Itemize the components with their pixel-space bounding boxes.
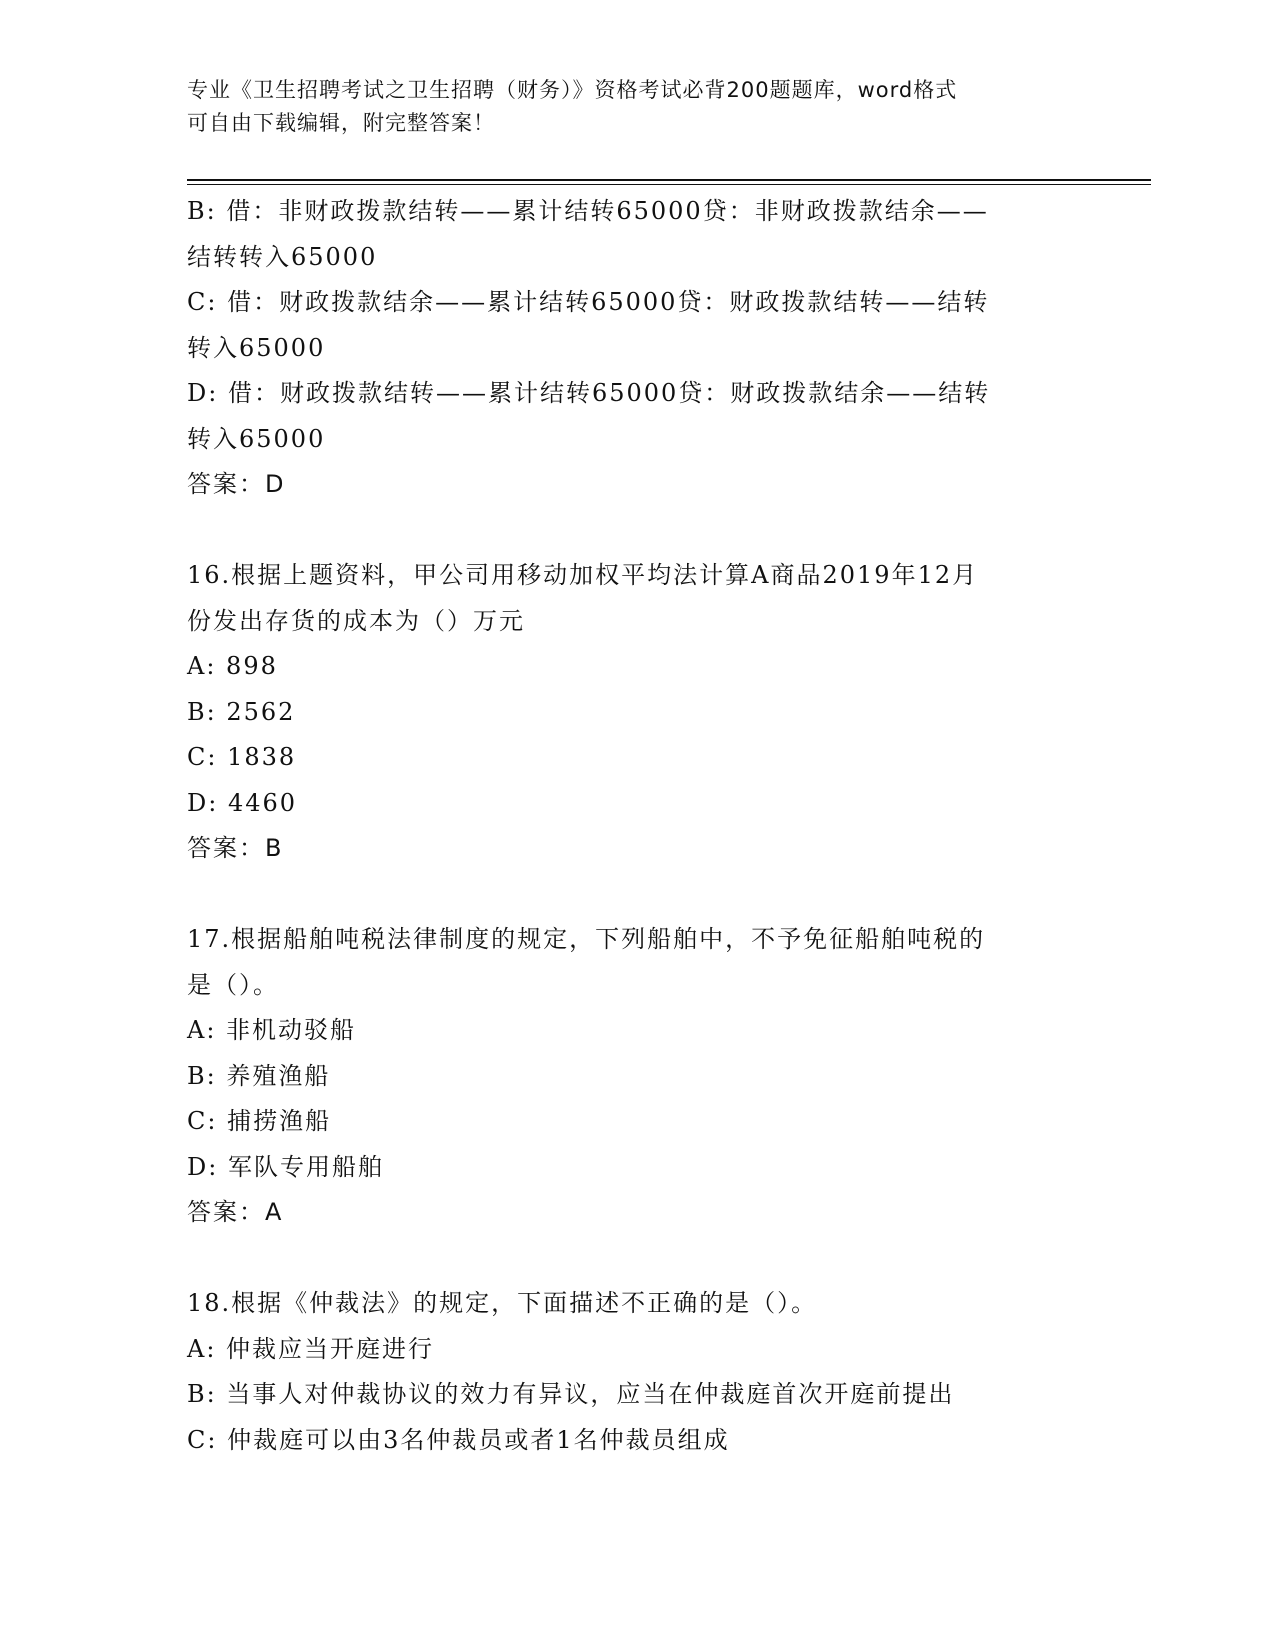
answer-line: 答案：B xyxy=(187,834,284,862)
option-a: A: 898 xyxy=(187,652,278,680)
question-16 xyxy=(187,553,1087,872)
option-d: D: 军队专用船舶 xyxy=(187,1152,384,1181)
option-b-line-1: B: 借：非财政拨款结转——累计结转65000贷：非财政拨款结余—— xyxy=(187,197,989,225)
question-15-tail xyxy=(187,189,1087,508)
option-b: B: 当事人对仲裁协议的效力有异议，应当在仲裁庭首次开庭前提出 xyxy=(187,1380,955,1408)
question-content xyxy=(187,189,1087,1463)
document-header xyxy=(187,74,1067,140)
option-d-line-1: D: 借：财政拨款结转——累计结转65000贷：财政拨款结余——结转 xyxy=(187,379,991,407)
answer-line: 答案：A xyxy=(187,1198,284,1226)
answer-line: 答案：D xyxy=(187,470,286,498)
header-divider-thick xyxy=(187,179,1151,181)
option-b: B: 养殖渔船 xyxy=(187,1061,331,1090)
question-18 xyxy=(187,1281,1087,1463)
header-line-1: 专业《卫生招聘考试之卫生招聘（财务）》资格考试必背200题题库，word格式 xyxy=(187,78,958,102)
option-c: C: 仲裁庭可以由3名仲裁员或者1名仲裁员组成 xyxy=(187,1425,730,1454)
option-a: A: 仲裁应当开庭进行 xyxy=(187,1334,435,1363)
spacer xyxy=(187,872,1087,918)
option-c: C: 捕捞渔船 xyxy=(187,1107,332,1135)
spacer xyxy=(187,1236,1087,1282)
option-d-line-2: 转入65000 xyxy=(187,424,326,453)
question-stem-line-1: 18.根据《仲裁法》的规定，下面描述不正确的是（）。 xyxy=(187,1289,818,1317)
question-stem-line-2: 是（）。 xyxy=(187,970,279,999)
spacer xyxy=(187,508,1087,554)
question-17 xyxy=(187,917,1087,1236)
question-stem-line-1: 16.根据上题资料，甲公司用移动加权平均法计算A商品2019年12月 xyxy=(187,561,979,589)
option-c-line-1: C: 借：财政拨款结余——累计结转65000贷：财政拨款结转——结转 xyxy=(187,288,990,316)
option-a: A: 非机动驳船 xyxy=(187,1016,357,1044)
header-line-2: 可自由下载编辑，附完整答案！ xyxy=(187,111,495,135)
option-b-line-2: 结转转入65000 xyxy=(187,242,378,271)
header-divider-thin xyxy=(187,184,1151,185)
question-stem-line-2: 份发出存货的成本为（）万元 xyxy=(187,606,525,635)
option-b: B: 2562 xyxy=(187,697,296,726)
question-stem-line-1: 17.根据船舶吨税法律制度的规定，下列船舶中，不予免征船舶吨税的 xyxy=(187,925,986,953)
option-c-line-2: 转入65000 xyxy=(187,333,326,362)
option-d: D: 4460 xyxy=(187,788,298,817)
option-c: C: 1838 xyxy=(187,743,297,771)
